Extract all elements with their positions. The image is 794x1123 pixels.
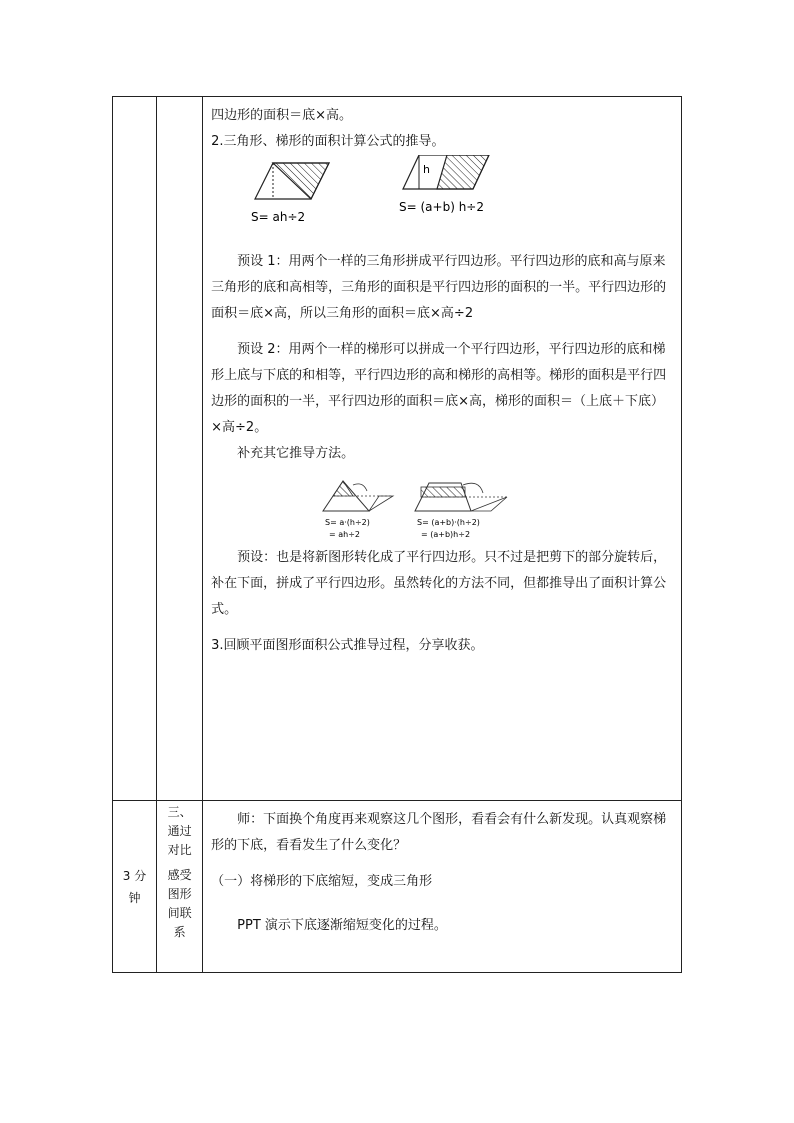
step-heading: （一）将梯形的下底缩短，变成三角形 <box>211 874 433 889</box>
stage-cell-empty <box>157 97 203 801</box>
trapezoid-parallelogram-figure <box>403 155 489 189</box>
small-formula-1b: = ah÷2 <box>329 530 361 539</box>
content-cell <box>203 801 682 973</box>
lesson-plan-table <box>112 96 682 973</box>
section-heading-3: 3.回顾平面图形面积公式推导过程，分享收获。 <box>211 638 484 653</box>
time-line-2: 钟 <box>128 890 141 905</box>
supplement-line: 补充其它推导方法。 <box>237 446 355 461</box>
table-row <box>113 97 682 801</box>
alternative-method-figures <box>211 471 673 543</box>
alternative-method-svg <box>211 471 681 543</box>
stage-text-7: 系 <box>173 925 186 939</box>
formula-triangle: S= ah÷2 <box>251 210 306 224</box>
small-formula-2a: S= (a+b)·(h÷2) <box>417 518 481 527</box>
formula-trapezoid: S= (a+b) h÷2 <box>399 200 485 214</box>
triangle-rotation-figure <box>323 481 393 511</box>
trapezoid-rotation-figure <box>415 483 507 511</box>
section-heading: 2.三角形、梯形的面积计算公式的推导。 <box>211 134 445 149</box>
preset-1-paragraph: 预设 1：用两个一样的三角形拼成平行四边形。平行四边形的底和高与原来三角形的底和高相等，三角形的面积是平行四边形的面积的一半。平行四边形的面积＝底×高，所以三角形的面积＝底×高÷2 <box>211 254 667 321</box>
teacher-paragraph: 师：下面换个角度再来观察这几个图形，看看会有什么新发现。认真观察梯形的下底，看看发生了什么变化？ <box>211 812 667 853</box>
ppt-line: PPT 演示下底逐渐缩短变化的过程。 <box>237 918 447 933</box>
preset-3-paragraph: 预设：也是将新图形转化成了平行四边形。只不过是把剪下的部分旋转后，补在下面，拼成了平行四边形。虽然转化的方法不同，但都推导出了面积计算公式。 <box>211 550 667 617</box>
time-cell-empty <box>113 97 157 801</box>
stage-text-6: 间联 <box>167 906 192 920</box>
stage-text-5: 图形 <box>167 887 192 901</box>
preset-2-paragraph: 预设 2：用两个一样的梯形可以拼成一个平行四边形，平行四边形的底和梯形上底与下底的和相等，平行四边形的高和梯形的高相等。梯形的面积是平行四边形的面积的一半，平行四边形的面积＝底×高，梯形的面积＝（上底＋下底）×高÷2。 <box>211 342 667 435</box>
stage-text-1: 三、 <box>167 805 192 819</box>
derivation-figures-svg <box>211 155 531 239</box>
table-row <box>113 801 682 973</box>
stage-cell <box>157 801 203 973</box>
content-cell <box>203 97 682 801</box>
triangle-parallelogram-figure <box>255 163 329 199</box>
time-line-1: 3 分 <box>122 868 147 883</box>
derivation-figures <box>211 155 673 239</box>
height-label: h <box>423 163 431 176</box>
stage-text-3: 对比 <box>167 843 192 857</box>
stage-text-4: 感受 <box>167 868 192 882</box>
stage-text-2: 通过 <box>167 824 192 838</box>
text-line: 四边形的面积＝底×高。 <box>211 108 353 123</box>
small-formula-2b: = (a+b)h÷2 <box>421 530 471 539</box>
time-cell <box>113 801 157 973</box>
small-formula-1a: S= a·(h÷2) <box>325 518 371 527</box>
